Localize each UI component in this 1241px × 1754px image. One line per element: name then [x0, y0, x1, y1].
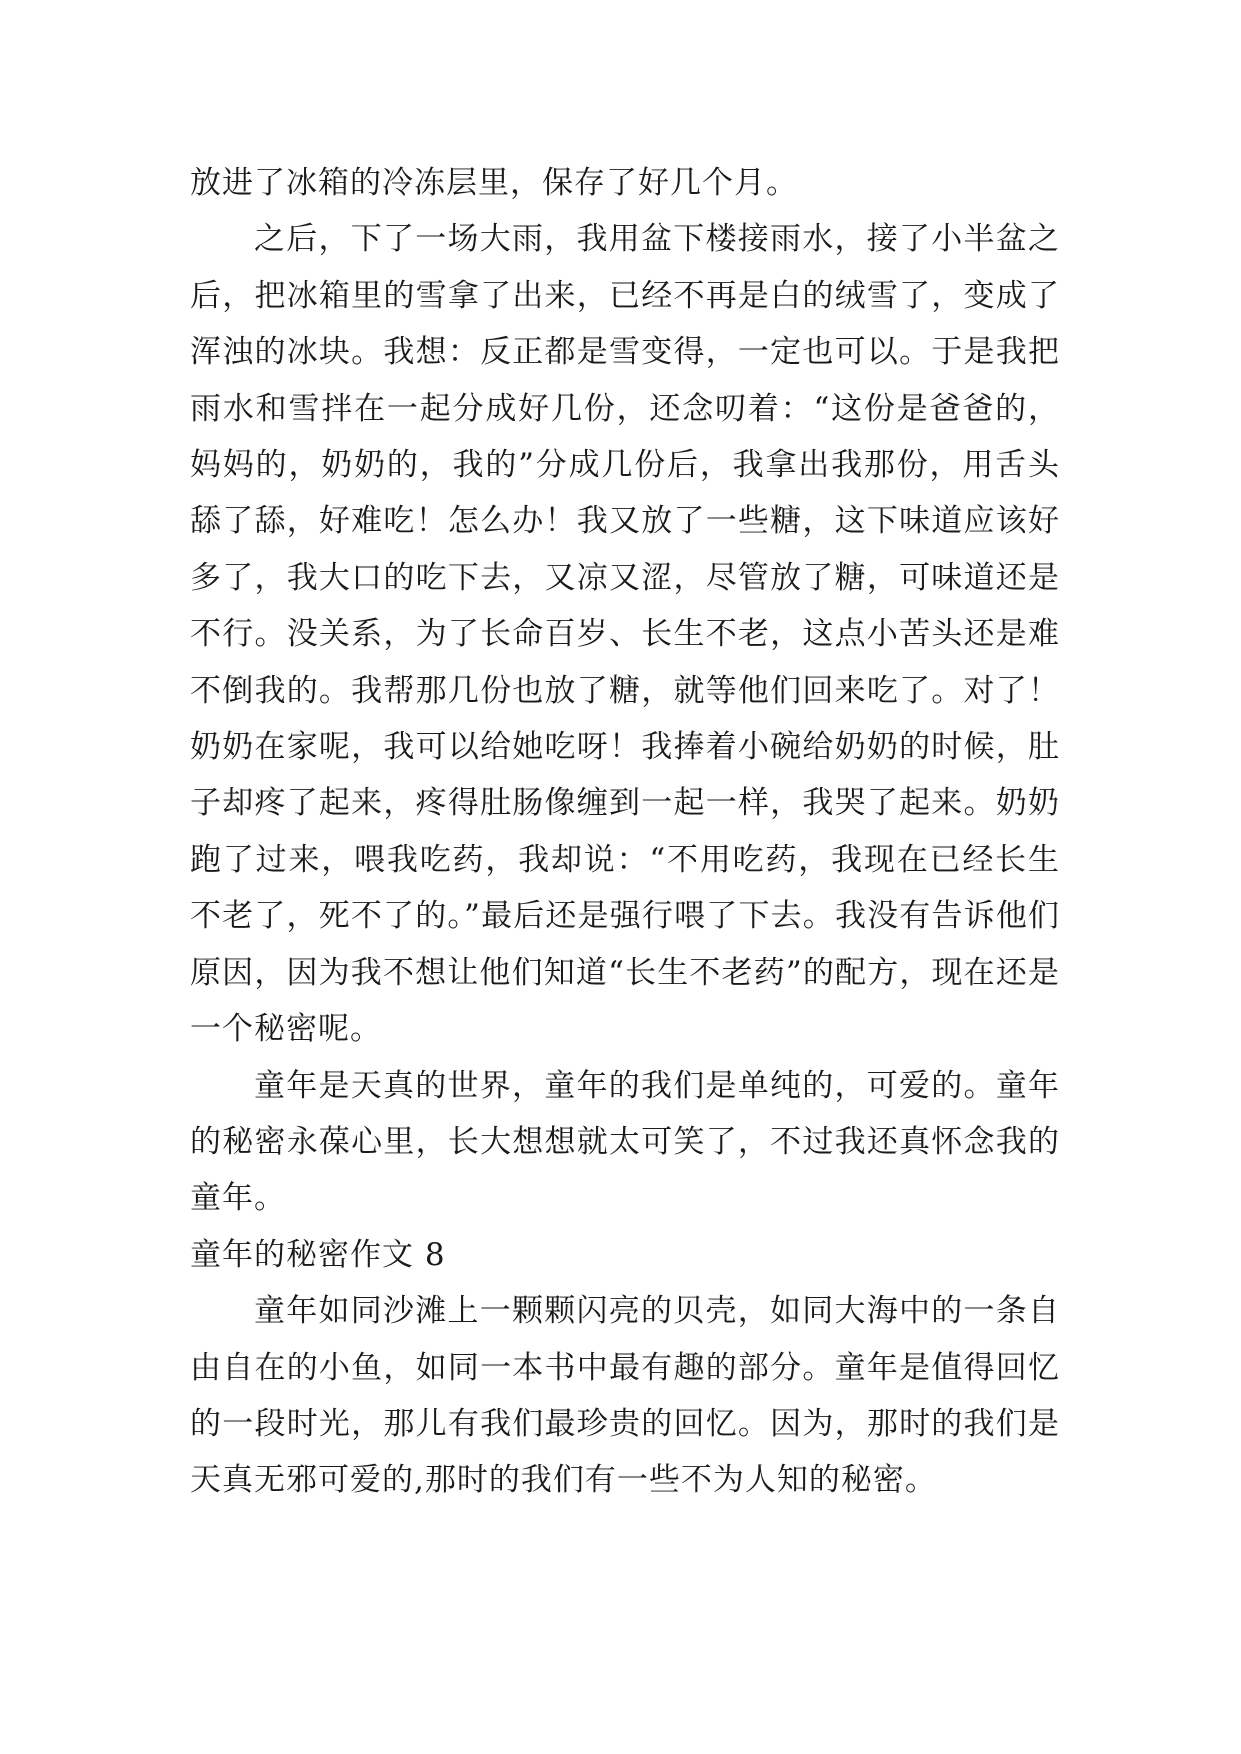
- story-paragraph: 之后，下了一场大雨，我用盆下楼接雨水，接了小半盆之后，把冰箱里的雪拿了出来，已经不再是白的绒雪了，变成了浑浊的冰块。我想：反正都是雪变得，一定也可以。于是我把雨水和雪拌在一起分成好几份，还念叨着：“这份是爸爸的，妈妈的，奶奶的，我的”分成几份后，我拿出我那份，用舌头舔了舔，好难吃！怎么办！我又放了一些糖，这下味道应该好多了，我大口的吃下去，又凉又涩，尽管放了糖，可味道还是不行。没关系，为了长命百岁、长生不老，这点小苦头还是难不倒我的。我帮那几份也放了糖，就等他们回来吃了。对了！奶奶在家呢，我可以给她吃呀！我捧着小碗给奶奶的时候，肚子却疼了起来，疼得肚肠像缠到一起一样，我哭了起来。奶奶跑了过来，喂我吃药，我却说：“不用吃药，我现在已经长生不老了，死不了的。”最后还是强行喂了下去。我没有告诉他们原因，因为我不想让他们知道“长生不老药”的配方，现在还是一个秘密呢。: [190, 221, 1060, 1048]
- intro-paragraph: 童年如同沙滩上一颗颗闪亮的贝壳，如同大海中的一条自由自在的小鱼，如同一本书中最有趣的部分。童年是值得回忆的一段时光，那儿有我们最珍贵的回忆。因为，那时的我们是天真无邪可爱的,那时的我们有一些不为人知的秘密。: [190, 1293, 1060, 1499]
- conclusion-paragraph: 童年是天真的世界，童年的我们是单纯的，可爱的。童年的秘密永葆心里，长大想想就太可笑了，不过我还真怀念我的童年。: [190, 1067, 1060, 1217]
- section-title: 童年的秘密作文 8: [190, 1236, 446, 1273]
- continuation-paragraph: 放进了冰箱的冷冻层里，保存了好几个月。: [190, 165, 798, 201]
- text-column: [190, 155, 1060, 1509]
